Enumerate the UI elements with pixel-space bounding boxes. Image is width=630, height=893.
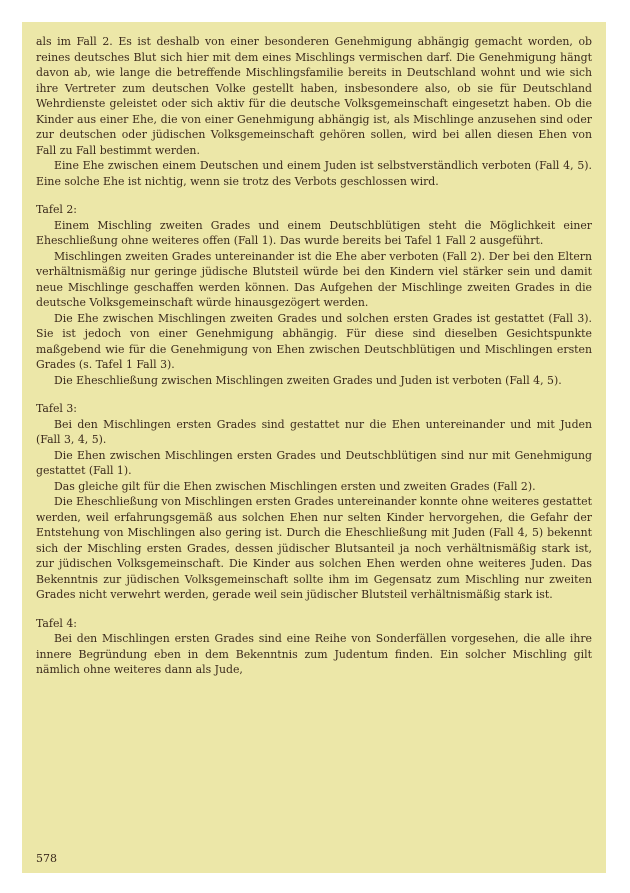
page-number: 578 [36, 852, 57, 865]
paragraph-6: Die Eheschließung zwischen Mischlingen zweiten Grades und Juden ist verboten (Fall 4, 5). [54, 373, 562, 387]
heading-tafel-2: Tafel 2: [36, 203, 77, 216]
paragraph-1: als im Fall 2. Es ist deshalb von einer besonderen Genehmigung abhängig gemacht worden, ob reines deutsches Blut sich hier mit dem eines Mischlings vermischen darf. Die Genehmigung hängt davon ab, wie lange die betreffende Mischlingsfamilie bereits in Deutschland wohnt und wie sich ihre Vertreter zum deutschen Volke gestellt haben, insbesondere also, ob sie für Deutschland Wehrdienste geleistet oder sich aktiv für die deutsche Volksgemeinschaft eingesetzt haben. Ob die Kinder aus einer Ehe, die von einer Genehmigung abhängig ist, als Mischlinge anzusehen sind oder zur deutschen oder jüdischen Volksgemeinschaft gehören sollen, wird bei allen diesen Ehen von Fall zu Fall bestimmt werden. [36, 35, 592, 157]
paragraph-11: Bei den Mischlingen ersten Grades sind eine Reihe von Sonderfällen vorgesehen, die alle ihre innere Begründung eben in dem Bekenntnis zum Judentum finden. Ein solcher Mischling gilt nämlich ohne weiteres dann als Jude, [36, 632, 592, 676]
paragraph-5: Die Ehe zwischen Mischlingen zweiten Grades und solchen ersten Grades ist gestattet (Fall 3). Sie ist jedoch von einer Genehmigung abhängig. Für diese sind dieselben Gesichtspunkte maßgebend wie für die Genehmigung von Ehen zwischen Deutschblütigen und Mischlingen ersten Grades (s. Tafel 1 Fall 3). [36, 311, 592, 371]
heading-tafel-4: Tafel 4: [36, 616, 77, 630]
heading-tafel-3: Tafel 3: [36, 402, 77, 415]
paragraph-10: Die Eheschließung von Mischlingen ersten Grades untereinander konnte ohne weiteres gestattet werden, weil erfahrungsgemäß aus solchen Ehen nur selten Kinder hervorgehen, die Gefahr der Entstehung von Mischlingen also gering ist. Durch die Eheschließung mit Juden (Fall 4, 5) bekennt sich der Mischling ersten Grades, dessen jüdischer Blutsanteil ja noch verhältnismäßig stark ist, zur jüdischen Volksgemeinschaft. Die Kinder aus solchen Ehen werden ohne weiteres Juden. Das Bekenntnis zur jüdischen Volksgemeinschaft sollte ihm im Gegensatz zum Mischling nur zweiten Grades nicht verwehrt werden, gerade weil sein jüdischer Blutsteil verhältnismäßig stark ist. [36, 495, 592, 601]
paragraph-9: Das gleiche gilt für die Ehen zwischen Mischlingen ersten und zweiten Grades (Fall 2). [54, 479, 536, 493]
paragraph-8: Die Ehen zwischen Mischlingen ersten Grades und Deutschblütigen sind nur mit Genehmigung gestattet (Fall 1). [36, 448, 592, 477]
paragraph-4: Mischlingen zweiten Grades untereinander ist die Ehe aber verboten (Fall 2). Der bei den Eltern verhältnismäßig nur geringe jüdische Blutsteil würde bei den Kindern viel stärker sein und damit neue Mischlinge geschaffen werden können. Das Aufgehen der Mischlinge zweiten Grades in die deutsche Volksgemeinschaft würde hinausgezögert werden. [36, 249, 592, 309]
page-body [36, 34, 592, 678]
paragraph-7: Bei den Mischlingen ersten Grades sind gestattet nur die Ehen untereinander und mit Juden (Fall 3, 4, 5). [36, 417, 592, 446]
paragraph-3: Einem Mischling zweiten Grades und einem Deutschblütigen steht die Möglichkeit einer Eheschließung ohne weiteres offen (Fall 1). Das wurde bereits bei Tafel 1 Fall 2 ausgeführt. [36, 218, 592, 247]
paragraph-2: Eine Ehe zwischen einem Deutschen und einem Juden ist selbstverständlich verboten (Fall 4, 5). Eine solche Ehe ist nichtig, wenn sie trotz des Verbots geschlossen wird. [36, 159, 592, 188]
book-page [22, 22, 606, 873]
